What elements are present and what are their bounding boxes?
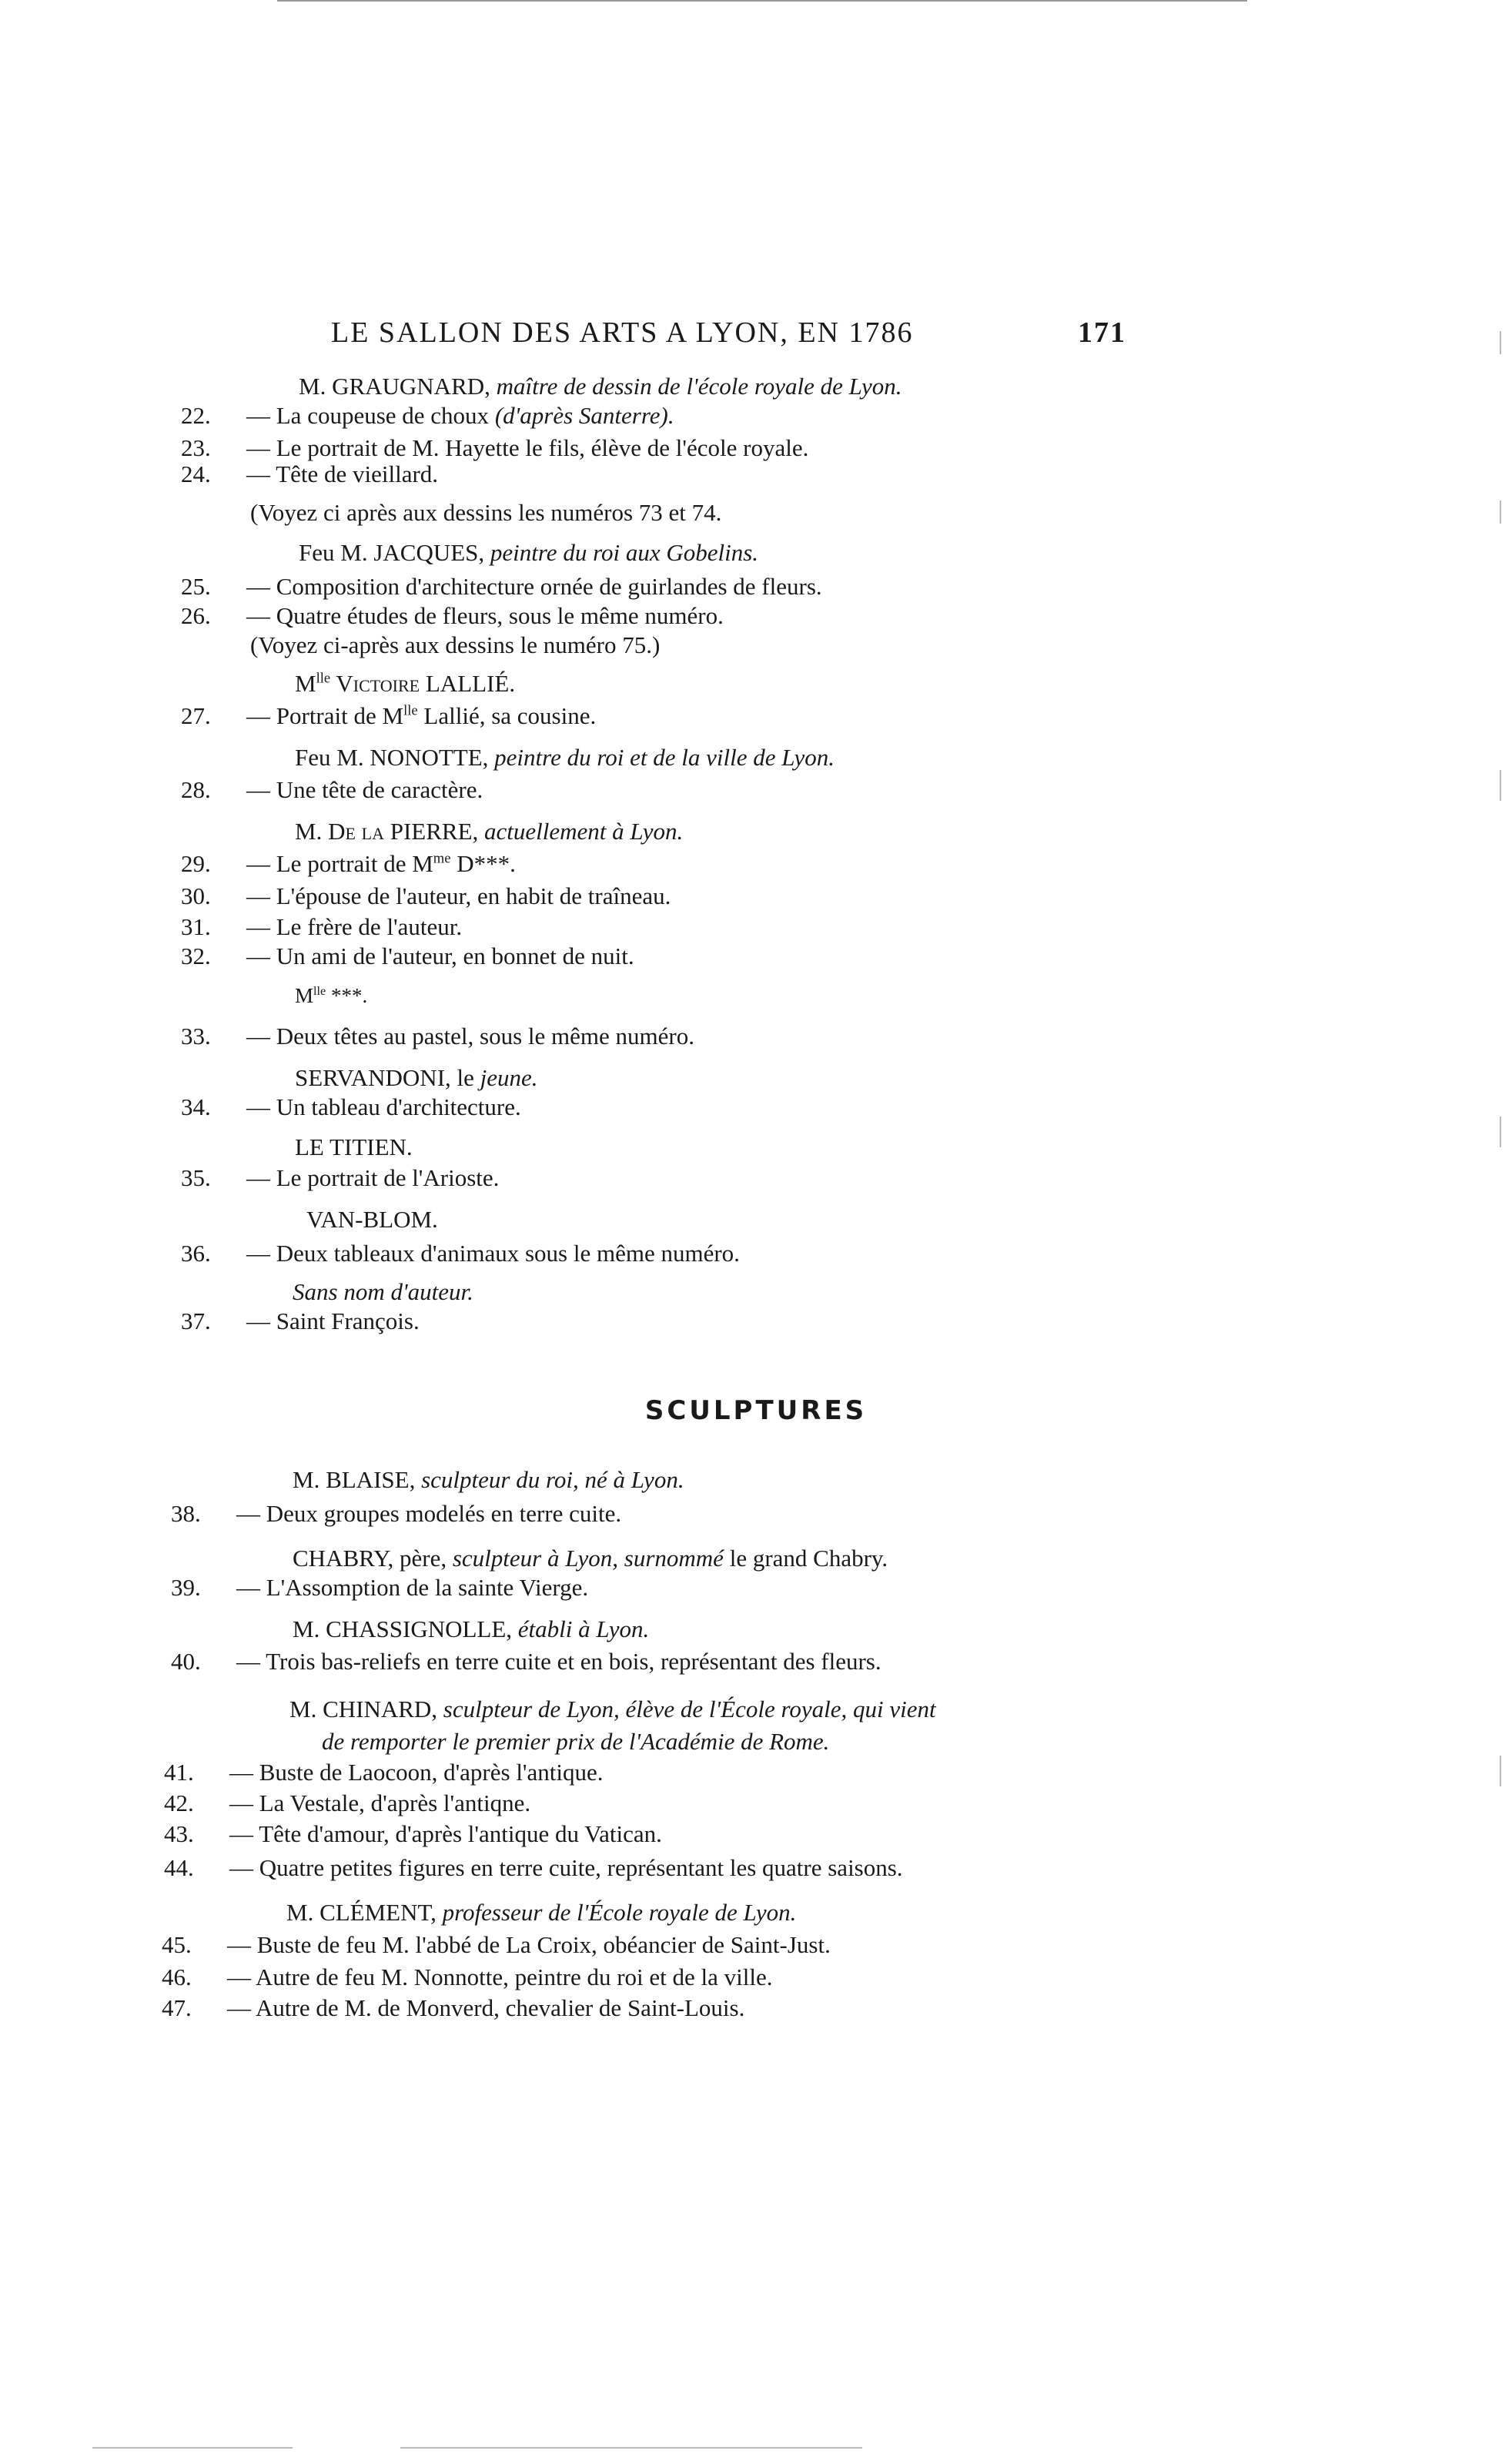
entry-37 [181,1307,420,1335]
artist-pierre [295,818,683,845]
entry-41 [164,1759,604,1786]
entry-text: — L'épouse de l'auteur, en habit de traîneau. [246,882,671,909]
artist-name: Feu M. JACQUES, [299,539,490,566]
entry-25 [181,573,822,601]
entry-47 [162,1994,744,2022]
artist-blaise [293,1466,684,1494]
artist-titien [295,1133,413,1161]
entry-29 [181,850,516,878]
artist-clement [286,1899,796,1927]
entry-number: 41. [164,1759,194,1786]
entry-23 [181,434,808,462]
entry-39 [171,1574,588,1602]
artist-name: CHABRY, père, [293,1545,453,1572]
artist-chinard [289,1696,936,1723]
artist-jacques [299,539,758,567]
honorific: M [295,984,314,1007]
entry-32 [181,942,634,970]
entry-text: — Quatre études de fleurs, sous le même numéro. [246,602,724,629]
note-24: (Voyez ci après aux dessins les numéros 73 et 74. [250,499,722,526]
artist-graugnard [299,373,902,400]
artist-name: ***. [326,984,368,1007]
artist-vanblom [306,1206,438,1234]
entry-33 [181,1023,694,1050]
entry-number: 38. [171,1500,201,1527]
artist-name: Victoire LALLIÉ. [330,670,516,697]
entry-number: 22. [181,402,211,429]
header-title: LE SALLON DES ARTS A LYON, EN 1786 [331,316,914,349]
entry-text: — Le portrait de l'Arioste. [246,1164,500,1191]
scan-artifact [1500,1756,1501,1786]
entry-number: 47. [162,1994,192,2021]
entry-35 [181,1164,499,1192]
entry-30 [181,882,671,910]
artist-role: professeur de l'École royale de Lyon. [442,1899,797,1926]
entry-text: — L'Assomption de la sainte Vierge. [236,1574,589,1601]
scan-artifact [92,2447,293,2449]
entry-24 [181,460,438,488]
entry-number: 32. [181,942,211,969]
artist-role: maître de dessin de l'école royale de Lyon. [496,373,902,400]
entry-italic: (d'après Santerre). [494,402,674,429]
artist-name: M. CHINARD, [289,1696,443,1722]
artist-name: M. GRAUGNARD, [299,373,497,400]
entry-26 [181,602,724,630]
entry-number: 44. [164,1854,194,1881]
scan-artifact [400,2447,862,2449]
entry-text-tail: D***. [450,850,516,877]
note-26: (Voyez ci-après aux dessins le numéro 75.) [250,631,661,658]
entry-number: 26. [181,602,211,629]
entry-number: 24. [181,460,211,487]
entry-text: — Une tête de caractère. [246,776,483,803]
entry-number: 40. [171,1648,201,1675]
artist-name: M. De la PIERRE, [295,818,485,845]
entry-text: — Tête d'amour, d'après l'antique du Vatican. [229,1820,662,1847]
artist-anonymous [293,1278,473,1306]
artist-name: SERVANDONI, le [295,1064,480,1091]
entry-43 [164,1820,662,1848]
entry-44 [164,1854,903,1882]
entry-42 [164,1789,530,1817]
scan-artifact [1500,500,1501,524]
artist-chinard-continued [322,1728,829,1756]
artist-role: peintre du roi et de la ville de Lyon. [494,744,835,771]
entry-number: 28. [181,776,211,803]
artist-epithet: le grand Chabry. [723,1545,888,1572]
entry-text-tail: Lallié, sa cousine. [417,702,597,729]
entry-38 [171,1500,621,1528]
artist-chassignolle [293,1615,649,1643]
entry-text: — Un tableau d'architecture. [246,1093,521,1120]
scan-artifact [1500,770,1501,801]
artist-role: sculpteur à Lyon, surnommé [452,1545,724,1572]
entry-text: — Un ami de l'auteur, en bonnet de nuit. [246,942,634,969]
artist-name: LE TITIEN. [295,1133,413,1160]
artist-role: actuellement à Lyon. [484,818,684,845]
artist-role: Sans nom d'auteur. [293,1278,473,1305]
entry-number: 43. [164,1820,194,1847]
entry-text: — Deux tableaux d'animaux sous le même numéro. [246,1240,740,1267]
entry-number: 37. [181,1307,211,1334]
entry-34 [181,1093,521,1121]
entry-text: — Composition d'architecture ornée de guirlandes de fleurs. [246,573,822,600]
entry-45 [162,1931,831,1959]
entry-text: — Trois bas-reliefs en terre cuite et en bois, représentant des fleurs. [236,1648,881,1675]
top-edge-rule [277,0,1247,2]
honorific: M [295,670,316,697]
artist-role: peintre du roi aux Gobelins. [490,539,759,566]
entry-text: — Le portrait de M [246,850,433,877]
entry-text: — Buste de feu M. l'abbé de La Croix, obéancier de Saint-Just. [227,1931,831,1958]
honorific-sup: lle [313,984,326,998]
honorific-sup: lle [403,702,418,719]
artist-role: sculpteur de Lyon, élève de l'École royale, qui vient [443,1696,936,1722]
entry-40 [171,1648,881,1676]
page-number: 171 [1078,316,1126,349]
artist-name: M. BLAISE, [293,1466,422,1493]
entry-text: — Le frère de l'auteur. [246,913,463,940]
entry-text: — Deux groupes modelés en terre cuite. [236,1500,622,1527]
artist-lallie [295,670,515,698]
honorific-sup: me [433,850,451,867]
entry-number: 39. [171,1574,201,1601]
entry-number: 25. [181,573,211,600]
entry-number: 42. [164,1789,194,1816]
entry-27 [181,702,596,730]
entry-36 [181,1240,740,1267]
scan-artifact [1500,331,1501,354]
entry-number: 36. [181,1240,211,1267]
entry-number: 23. [181,434,211,461]
entry-text: — La Vestale, d'après l'antiqne. [229,1789,531,1816]
artist-mlle-anonymous [295,984,367,1008]
artist-role: sculpteur du roi, né à Lyon. [421,1466,684,1493]
artist-role: établi à Lyon. [517,1615,650,1642]
entry-46 [162,1964,773,1991]
entry-number: 33. [181,1023,211,1050]
artist-servandoni [295,1064,538,1092]
artist-name: Feu M. NONOTTE, [295,744,495,771]
entry-text: — La coupeuse de choux [246,402,495,429]
entry-text: — Quatre petites figures en terre cuite, représentant les quatre saisons. [229,1854,903,1881]
artist-role-continued: de remporter le premier prix de l'Académie de Rome. [322,1728,830,1755]
artist-role: jeune. [480,1064,538,1091]
entry-text: — Le portrait de M. Hayette le fils, élève de l'école royale. [246,434,809,461]
entry-28 [181,776,483,804]
entry-text: — Portrait de M [246,702,404,729]
entry-22 [181,402,674,430]
entry-text: — Saint François. [246,1307,420,1334]
entry-number: 30. [181,882,211,909]
entry-number: 46. [162,1964,192,1990]
entry-text: — Tête de vieillard. [246,460,439,487]
artist-name: M. CHASSIGNOLLE, [293,1615,518,1642]
artist-name: M. CLÉMENT, [286,1899,443,1926]
entry-text: — Autre de feu M. Nonnotte, peintre du roi et de la ville. [227,1964,773,1990]
entry-number: 29. [181,850,211,877]
entry-31 [181,913,462,941]
entry-number: 31. [181,913,211,940]
entry-number: 35. [181,1164,211,1191]
entry-number: 34. [181,1093,211,1120]
artist-nonotte [295,744,835,772]
scan-artifact [1500,1116,1501,1147]
entry-text: — Deux têtes au pastel, sous le même numéro. [246,1023,694,1050]
section-title-sculptures: SCULPTURES [644,1395,868,1426]
artist-name: VAN-BLOM. [306,1206,438,1233]
entry-number: 27. [181,702,211,729]
honorific-sup: lle [316,670,331,687]
entry-text: — Autre de M. de Monverd, chevalier de Saint-Louis. [227,1994,745,2021]
entry-text: — Buste de Laocoon, d'après l'antique. [229,1759,604,1786]
entry-number: 45. [162,1931,192,1958]
artist-chabry [293,1545,888,1572]
